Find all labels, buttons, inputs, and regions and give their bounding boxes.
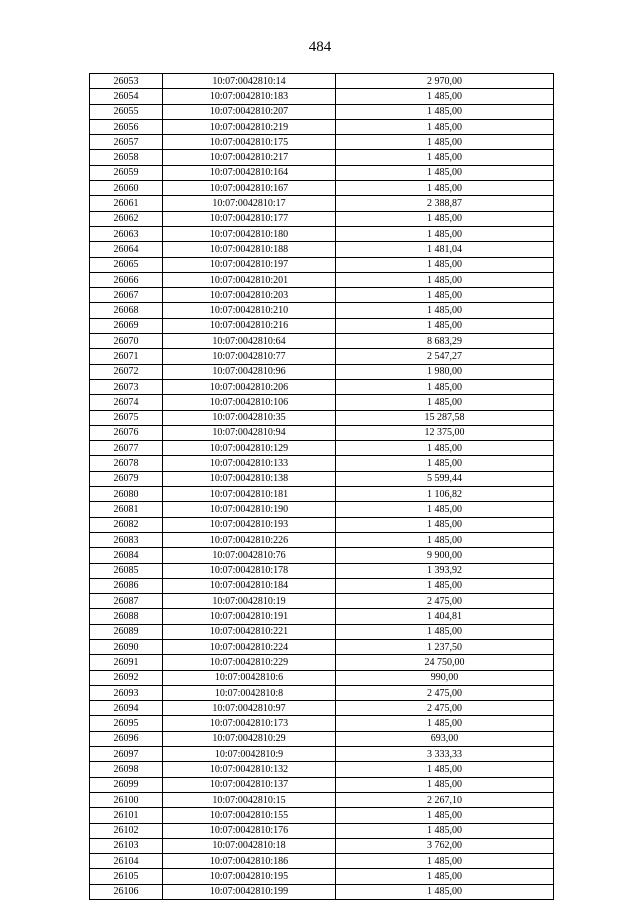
cadastral-number-cell: 10:07:0042810:94 — [163, 425, 336, 440]
table-row — [90, 777, 554, 792]
row-number-cell: 26061 — [90, 196, 163, 211]
value-cell: 24 750,00 — [336, 655, 554, 670]
table-row — [90, 808, 554, 823]
value-cell: 1 106,82 — [336, 487, 554, 502]
table-row — [90, 731, 554, 746]
cadastral-number-cell: 10:07:0042810:199 — [163, 884, 336, 899]
table-row — [90, 181, 554, 196]
row-number-cell: 26083 — [90, 532, 163, 547]
value-cell: 2 475,00 — [336, 685, 554, 700]
cadastral-number-cell: 10:07:0042810:216 — [163, 318, 336, 333]
value-cell: 2 475,00 — [336, 594, 554, 609]
cadastral-number-cell: 10:07:0042810:18 — [163, 838, 336, 853]
row-number-cell: 26055 — [90, 104, 163, 119]
table-row — [90, 517, 554, 532]
table-row — [90, 211, 554, 226]
cadastral-number-cell: 10:07:0042810:133 — [163, 456, 336, 471]
row-number-cell: 26089 — [90, 624, 163, 639]
row-number-cell: 26096 — [90, 731, 163, 746]
cadastral-number-cell: 10:07:0042810:201 — [163, 272, 336, 287]
value-cell: 1 237,50 — [336, 639, 554, 654]
value-cell: 2 547,27 — [336, 349, 554, 364]
cadastral-number-cell: 10:07:0042810:219 — [163, 119, 336, 134]
cadastral-number-cell: 10:07:0042810:175 — [163, 135, 336, 150]
parcel-table — [89, 73, 554, 900]
value-cell: 1 485,00 — [336, 318, 554, 333]
row-number-cell: 26085 — [90, 563, 163, 578]
row-number-cell: 26064 — [90, 242, 163, 257]
table-row — [90, 441, 554, 456]
row-number-cell: 26100 — [90, 792, 163, 807]
cadastral-number-cell: 10:07:0042810:221 — [163, 624, 336, 639]
value-cell: 1 393,92 — [336, 563, 554, 578]
row-number-cell: 26105 — [90, 869, 163, 884]
table-row — [90, 242, 554, 257]
row-number-cell: 26073 — [90, 379, 163, 394]
cadastral-number-cell: 10:07:0042810:178 — [163, 563, 336, 578]
cadastral-number-cell: 10:07:0042810:180 — [163, 226, 336, 241]
value-cell: 1 485,00 — [336, 272, 554, 287]
value-cell: 1 485,00 — [336, 257, 554, 272]
value-cell: 1 485,00 — [336, 395, 554, 410]
cadastral-number-cell: 10:07:0042810:224 — [163, 639, 336, 654]
table-row — [90, 792, 554, 807]
row-number-cell: 26066 — [90, 272, 163, 287]
cadastral-number-cell: 10:07:0042810:203 — [163, 288, 336, 303]
value-cell: 1 485,00 — [336, 869, 554, 884]
table-row — [90, 838, 554, 853]
row-number-cell: 26056 — [90, 119, 163, 134]
row-number-cell: 26082 — [90, 517, 163, 532]
value-cell: 1 980,00 — [336, 364, 554, 379]
row-number-cell: 26075 — [90, 410, 163, 425]
table-row — [90, 410, 554, 425]
table-row — [90, 318, 554, 333]
row-number-cell: 26076 — [90, 425, 163, 440]
value-cell: 15 287,58 — [336, 410, 554, 425]
row-number-cell: 26059 — [90, 165, 163, 180]
table-row — [90, 150, 554, 165]
parcel-table-body — [90, 74, 554, 900]
cadastral-number-cell: 10:07:0042810:8 — [163, 685, 336, 700]
row-number-cell: 26053 — [90, 74, 163, 89]
table-row — [90, 288, 554, 303]
value-cell: 1 485,00 — [336, 884, 554, 899]
cadastral-number-cell: 10:07:0042810:132 — [163, 762, 336, 777]
cadastral-number-cell: 10:07:0042810:6 — [163, 670, 336, 685]
value-cell: 990,00 — [336, 670, 554, 685]
table-row — [90, 609, 554, 624]
cadastral-number-cell: 10:07:0042810:29 — [163, 731, 336, 746]
row-number-cell: 26104 — [90, 854, 163, 869]
cadastral-number-cell: 10:07:0042810:177 — [163, 211, 336, 226]
table-row — [90, 471, 554, 486]
cadastral-number-cell: 10:07:0042810:210 — [163, 303, 336, 318]
table-row — [90, 165, 554, 180]
table-row — [90, 334, 554, 349]
table-row — [90, 395, 554, 410]
row-number-cell: 26071 — [90, 349, 163, 364]
value-cell: 1 485,00 — [336, 135, 554, 150]
cadastral-number-cell: 10:07:0042810:195 — [163, 869, 336, 884]
value-cell: 1 485,00 — [336, 288, 554, 303]
cadastral-number-cell: 10:07:0042810:19 — [163, 594, 336, 609]
value-cell: 2 388,87 — [336, 196, 554, 211]
table-row — [90, 639, 554, 654]
cadastral-number-cell: 10:07:0042810:193 — [163, 517, 336, 532]
value-cell: 2 970,00 — [336, 74, 554, 89]
value-cell: 1 485,00 — [336, 119, 554, 134]
cadastral-number-cell: 10:07:0042810:97 — [163, 701, 336, 716]
value-cell: 1 485,00 — [336, 226, 554, 241]
cadastral-number-cell: 10:07:0042810:138 — [163, 471, 336, 486]
value-cell: 1 485,00 — [336, 578, 554, 593]
table-row — [90, 747, 554, 762]
cadastral-number-cell: 10:07:0042810:191 — [163, 609, 336, 624]
value-cell: 1 485,00 — [336, 303, 554, 318]
cadastral-number-cell: 10:07:0042810:9 — [163, 747, 336, 762]
value-cell: 1 485,00 — [336, 502, 554, 517]
table-row — [90, 364, 554, 379]
cadastral-number-cell: 10:07:0042810:229 — [163, 655, 336, 670]
value-cell: 9 900,00 — [336, 548, 554, 563]
cadastral-number-cell: 10:07:0042810:17 — [163, 196, 336, 211]
table-row — [90, 226, 554, 241]
row-number-cell: 26067 — [90, 288, 163, 303]
table-row — [90, 379, 554, 394]
value-cell: 1 485,00 — [336, 211, 554, 226]
table-row — [90, 104, 554, 119]
table-row — [90, 257, 554, 272]
table-row — [90, 303, 554, 318]
cadastral-number-cell: 10:07:0042810:167 — [163, 181, 336, 196]
cadastral-number-cell: 10:07:0042810:35 — [163, 410, 336, 425]
table-row — [90, 135, 554, 150]
value-cell: 1 485,00 — [336, 777, 554, 792]
cadastral-number-cell: 10:07:0042810:184 — [163, 578, 336, 593]
value-cell: 1 485,00 — [336, 456, 554, 471]
value-cell: 1 481,04 — [336, 242, 554, 257]
row-number-cell: 26070 — [90, 334, 163, 349]
table-row — [90, 578, 554, 593]
value-cell: 1 485,00 — [336, 181, 554, 196]
cadastral-number-cell: 10:07:0042810:207 — [163, 104, 336, 119]
row-number-cell: 26074 — [90, 395, 163, 410]
row-number-cell: 26080 — [90, 487, 163, 502]
cadastral-number-cell: 10:07:0042810:173 — [163, 716, 336, 731]
row-number-cell: 26068 — [90, 303, 163, 318]
row-number-cell: 26106 — [90, 884, 163, 899]
table-row — [90, 701, 554, 716]
page-number: 484 — [308, 39, 332, 55]
value-cell: 2 475,00 — [336, 701, 554, 716]
row-number-cell: 26091 — [90, 655, 163, 670]
row-number-cell: 26077 — [90, 441, 163, 456]
cadastral-number-cell: 10:07:0042810:206 — [163, 379, 336, 394]
cadastral-number-cell: 10:07:0042810:129 — [163, 441, 336, 456]
value-cell: 1 485,00 — [336, 854, 554, 869]
table-row — [90, 532, 554, 547]
row-number-cell: 26087 — [90, 594, 163, 609]
row-number-cell: 26099 — [90, 777, 163, 792]
value-cell: 1 485,00 — [336, 150, 554, 165]
value-cell: 12 375,00 — [336, 425, 554, 440]
value-cell: 3 333,33 — [336, 747, 554, 762]
row-number-cell: 26092 — [90, 670, 163, 685]
table-row — [90, 196, 554, 211]
table-row — [90, 655, 554, 670]
value-cell: 1 485,00 — [336, 823, 554, 838]
row-number-cell: 26088 — [90, 609, 163, 624]
row-number-cell: 26097 — [90, 747, 163, 762]
table-row — [90, 716, 554, 731]
row-number-cell: 26103 — [90, 838, 163, 853]
value-cell: 1 485,00 — [336, 441, 554, 456]
row-number-cell: 26058 — [90, 150, 163, 165]
cadastral-number-cell: 10:07:0042810:137 — [163, 777, 336, 792]
cadastral-number-cell: 10:07:0042810:181 — [163, 487, 336, 502]
cadastral-number-cell: 10:07:0042810:76 — [163, 548, 336, 563]
table-row — [90, 487, 554, 502]
row-number-cell: 26101 — [90, 808, 163, 823]
row-number-cell: 26063 — [90, 226, 163, 241]
row-number-cell: 26098 — [90, 762, 163, 777]
row-number-cell: 26057 — [90, 135, 163, 150]
row-number-cell: 26095 — [90, 716, 163, 731]
table-row — [90, 823, 554, 838]
value-cell: 693,00 — [336, 731, 554, 746]
table-row — [90, 456, 554, 471]
table-row — [90, 670, 554, 685]
row-number-cell: 26102 — [90, 823, 163, 838]
table-row — [90, 594, 554, 609]
row-number-cell: 26069 — [90, 318, 163, 333]
row-number-cell: 26054 — [90, 89, 163, 104]
table-row — [90, 685, 554, 700]
value-cell: 1 485,00 — [336, 517, 554, 532]
table-row — [90, 548, 554, 563]
cadastral-number-cell: 10:07:0042810:226 — [163, 532, 336, 547]
cadastral-number-cell: 10:07:0042810:155 — [163, 808, 336, 823]
value-cell: 1 485,00 — [336, 104, 554, 119]
row-number-cell: 26062 — [90, 211, 163, 226]
cadastral-number-cell: 10:07:0042810:190 — [163, 502, 336, 517]
value-cell: 1 485,00 — [336, 624, 554, 639]
cadastral-number-cell: 10:07:0042810:183 — [163, 89, 336, 104]
table-row — [90, 563, 554, 578]
cadastral-number-cell: 10:07:0042810:96 — [163, 364, 336, 379]
cadastral-number-cell: 10:07:0042810:106 — [163, 395, 336, 410]
cadastral-number-cell: 10:07:0042810:186 — [163, 854, 336, 869]
value-cell: 1 485,00 — [336, 532, 554, 547]
row-number-cell: 26072 — [90, 364, 163, 379]
value-cell: 1 485,00 — [336, 716, 554, 731]
table-row — [90, 502, 554, 517]
cadastral-number-cell: 10:07:0042810:14 — [163, 74, 336, 89]
row-number-cell: 26094 — [90, 701, 163, 716]
table-row — [90, 869, 554, 884]
value-cell: 3 762,00 — [336, 838, 554, 853]
row-number-cell: 26081 — [90, 502, 163, 517]
value-cell: 2 267,10 — [336, 792, 554, 807]
cadastral-number-cell: 10:07:0042810:176 — [163, 823, 336, 838]
row-number-cell: 26084 — [90, 548, 163, 563]
row-number-cell: 26090 — [90, 639, 163, 654]
row-number-cell: 26065 — [90, 257, 163, 272]
cadastral-number-cell: 10:07:0042810:188 — [163, 242, 336, 257]
table-row — [90, 854, 554, 869]
table-row — [90, 884, 554, 899]
row-number-cell: 26060 — [90, 181, 163, 196]
table-row — [90, 762, 554, 777]
table-row — [90, 272, 554, 287]
row-number-cell: 26079 — [90, 471, 163, 486]
value-cell: 1 485,00 — [336, 89, 554, 104]
table-row — [90, 349, 554, 364]
value-cell: 1 485,00 — [336, 762, 554, 777]
value-cell: 1 485,00 — [336, 165, 554, 180]
cadastral-number-cell: 10:07:0042810:15 — [163, 792, 336, 807]
value-cell: 5 599,44 — [336, 471, 554, 486]
cadastral-number-cell: 10:07:0042810:77 — [163, 349, 336, 364]
table-row — [90, 74, 554, 89]
table-row — [90, 624, 554, 639]
table-row — [90, 89, 554, 104]
row-number-cell: 26078 — [90, 456, 163, 471]
cadastral-number-cell: 10:07:0042810:197 — [163, 257, 336, 272]
cadastral-number-cell: 10:07:0042810:164 — [163, 165, 336, 180]
value-cell: 1 485,00 — [336, 808, 554, 823]
row-number-cell: 26093 — [90, 685, 163, 700]
row-number-cell: 26086 — [90, 578, 163, 593]
value-cell: 1 404,81 — [336, 609, 554, 624]
cadastral-number-cell: 10:07:0042810:217 — [163, 150, 336, 165]
value-cell: 8 683,29 — [336, 334, 554, 349]
table-row — [90, 119, 554, 134]
value-cell: 1 485,00 — [336, 379, 554, 394]
table-row — [90, 425, 554, 440]
cadastral-number-cell: 10:07:0042810:64 — [163, 334, 336, 349]
